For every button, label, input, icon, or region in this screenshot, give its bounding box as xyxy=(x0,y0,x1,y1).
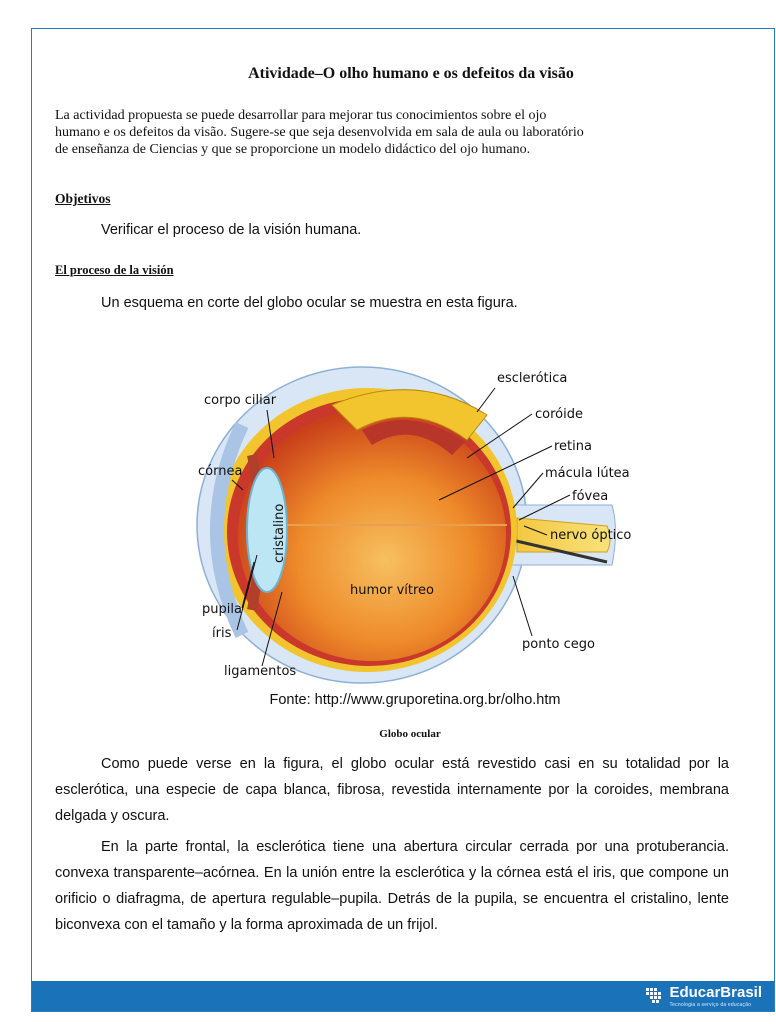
label-esclerotica: esclerótica xyxy=(497,371,568,386)
process-text: Un esquema en corte del globo ocular se muestra en esta figura. xyxy=(101,295,518,311)
label-cornea: córnea xyxy=(198,464,243,479)
intro-line: humano e os defeitos da visão. Sugere-se que seja desenvolvida em sala de aula ou laboratório xyxy=(55,125,584,140)
label-macula: mácula lútea xyxy=(545,466,630,481)
document-title: Atividade–O olho humano e os defeitos da visão xyxy=(248,65,574,82)
label-iris: íris xyxy=(212,626,232,641)
brazil-map-icon xyxy=(643,985,665,1007)
label-pupila: pupila xyxy=(202,602,242,617)
intro-paragraph xyxy=(55,107,655,158)
objectives-text: Verificar el proceso de la visión humana. xyxy=(101,222,362,238)
educarbrasil-logo xyxy=(643,983,762,1009)
figure-source: Fonte: http://www.gruporetina.org.br/olho.htm xyxy=(269,692,561,708)
brand-name: EducarBrasil xyxy=(669,984,762,1001)
objectives-heading: Objetivos xyxy=(55,191,111,206)
label-humor-vitreo: humor vítreo xyxy=(350,583,434,598)
label-coroide: coróide xyxy=(535,407,583,422)
process-heading: El proceso de la visión xyxy=(55,263,174,277)
label-corpo-ciliar: corpo ciliar xyxy=(204,393,277,408)
footer-bar xyxy=(32,981,774,1011)
eyeball-diagram xyxy=(167,330,632,679)
label-retina: retina xyxy=(554,439,592,454)
figure-caption: Globo ocular xyxy=(379,728,441,740)
document-page xyxy=(31,28,775,1012)
label-ponto-cego: ponto cego xyxy=(522,637,595,652)
label-nervo-optico: nervo óptico xyxy=(550,528,632,543)
brand-tagline: Tecnologia a serviço da educação xyxy=(669,1002,752,1008)
body-paragraph-2: En la parte frontal, la esclerótica tiene una abertura circular cerrada por una protuberancia. convexa transparente–acórnea. En la unión entre la esclerótica y la córnea está el iris, que compone un orificio o diafragma, de apertura regulable–pupila. Detrás de la pupila, se encuentra el cristalino, lente biconvexa con el tamaño y la forma aproximada de un frijol. xyxy=(55,839,729,933)
intro-line: La actividad propuesta se puede desarrollar para mejorar tus conocimientos sobre el ojo xyxy=(55,108,547,123)
label-ligamentos: ligamentos xyxy=(224,664,297,679)
label-fovea: fóvea xyxy=(572,489,609,504)
label-cristalino: cristalino xyxy=(272,503,287,563)
body-paragraph-1: Como puede verse en la figura, el globo ocular está revestido casi en su totalidad por la esclerótica, una especie de capa blanca, fibrosa, revestida internamente por la coroides, membrana delgada y oscura. xyxy=(55,756,729,824)
intro-line: de enseñanza de Ciencias y que se proporcione un modelo didáctico del ojo humano. xyxy=(55,142,531,157)
